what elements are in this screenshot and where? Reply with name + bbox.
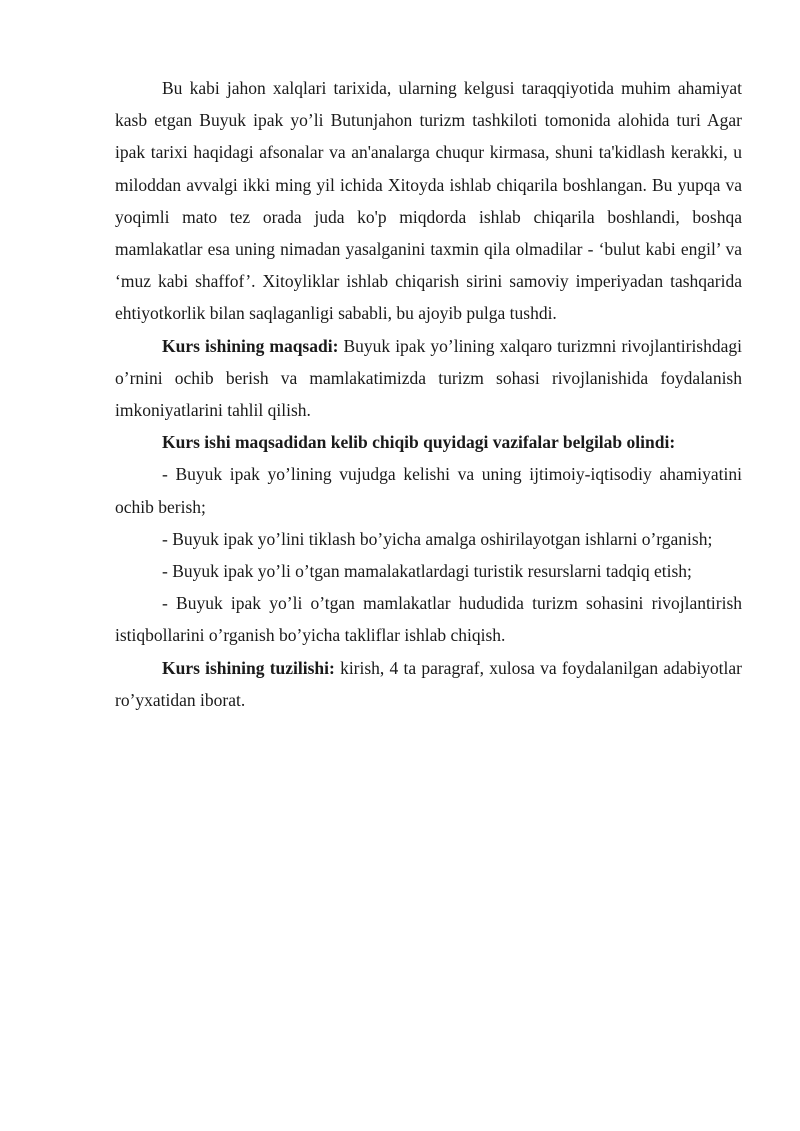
structure-label: Kurs ishining tuzilishi: [162, 657, 335, 678]
task-item-1: - Buyuk ipak yo’lining vujudga kelishi va uning ijtimoiy-iqtisodiy ahamiyatini ochib berish; [115, 464, 742, 517]
purpose-label: Kurs ishining maqsadi: [162, 335, 339, 356]
intro-paragraph: Bu kabi jahon xalqlari tarixida, ularning kelgusi taraqqiyotida muhim ahamiyat kasb etgan Buyuk ipak yo’li Butunjahon turizm tashkiloti tomonida alohida turi Agar ipak tarixi haqidagi afsonalar va an'analarga chuqur kirmasa, shuni ta'kidlash kerakki, u miloddan avvalgi ikki ming yil ichida Xitoyda ishlab chiqarila boshlangan. Bu yupqa va yoqimli mato tez orada juda ko'p miqdorda ishlab chiqarila boshlandi, boshqa mamlakatlar esa uning nimadan yasalganini taxmin qila olmadilar - ‘bulut kabi engil’ va ‘muz kabi shaffof’. Xitoyliklar ishlab chiqarish sirini samoviy imperiyadan tashqarida ehtiyotkorlik bilan saqlaganligi sababli, bu ajoyib pulga tushdi. [115, 78, 742, 324]
tasks-heading: Kurs ishi maqsadidan kelib chiqib quyidagi vazifalar belgilab olindi: [162, 432, 676, 453]
task-item-4: - Buyuk ipak yo’li o’tgan mamlakatlar hududida turizm sohasini rivojlantirish istiqbollarini o’rganish bo’yicha takliflar ishlab chiqish. [115, 593, 742, 646]
task-item-3: - Buyuk ipak yo’li o’tgan mamalakatlardagi turistik resurslarni tadqiq etish; [162, 561, 692, 582]
task-item-2: - Buyuk ipak yo’lini tiklash bo’yicha amalga oshirilayotgan ishlarni o’rganish; [162, 528, 713, 549]
document-body [115, 72, 742, 716]
structure-text: kirish, 4 ta paragraf, xulosa va foydalanilgan adabiyotlar ro’yxatidan iborat. [115, 657, 742, 710]
purpose-text: Buyuk ipak yo’lining xalqaro turizmni rivojlantirishdagi o’rnini ochib berish va mamlakatimizda turizm sohasi rivojlanishida foydalanish imkoniyatlarini tahlil qilish. [115, 335, 742, 421]
structure-paragraph [115, 652, 742, 716]
purpose-paragraph [115, 330, 742, 427]
